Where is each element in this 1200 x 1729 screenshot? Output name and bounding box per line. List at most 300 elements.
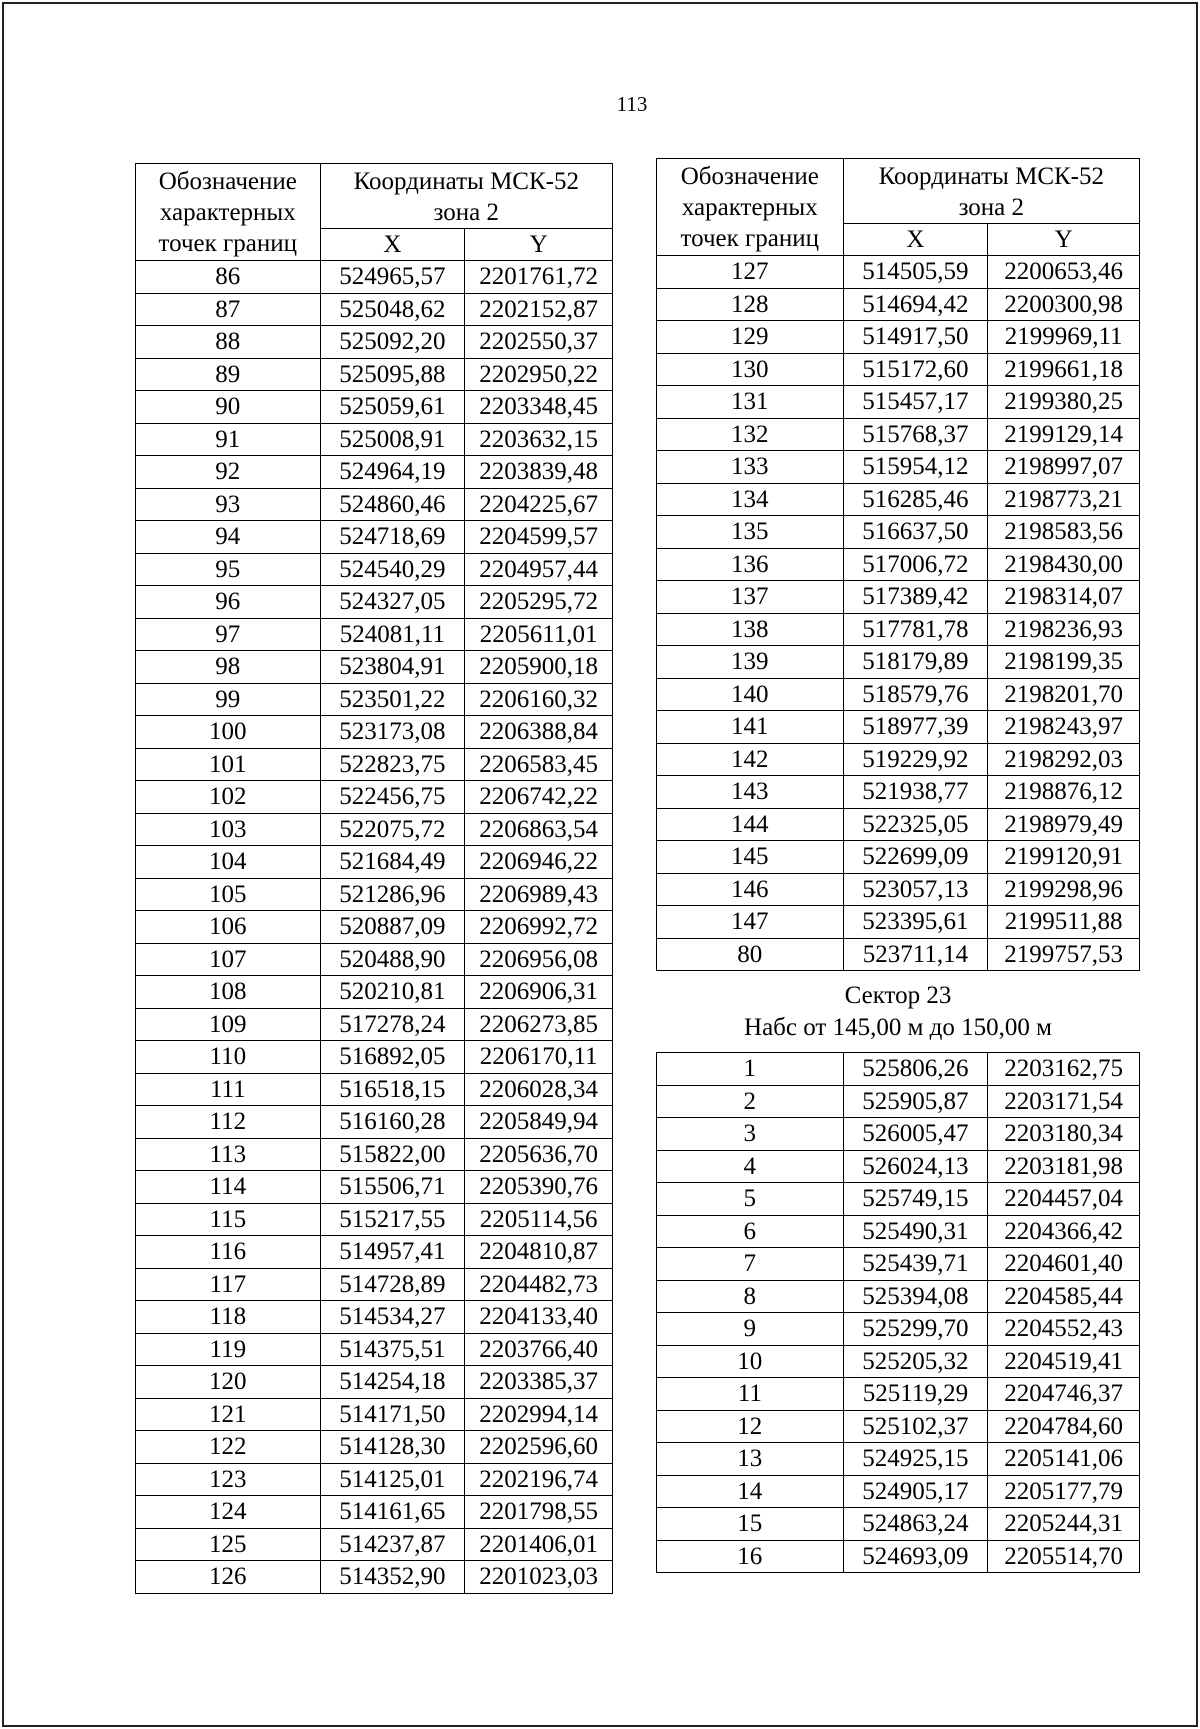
table-row: [136, 1138, 613, 1171]
x-coordinate-cell: 523804,91: [320, 651, 465, 684]
y-coordinate-cell: 2206989,43: [465, 878, 613, 911]
point-number-cell: 87: [136, 293, 321, 326]
y-coordinate-cell: 2199661,18: [988, 353, 1140, 386]
table-row: [136, 1431, 613, 1464]
x-coordinate-cell: 517389,42: [843, 581, 988, 614]
x-coordinate-cell: 525095,88: [320, 358, 465, 391]
y-coordinate-cell: 2203181,98: [988, 1150, 1140, 1183]
table-row: [136, 1561, 613, 1594]
x-coordinate-cell: 524964,19: [320, 456, 465, 489]
sector-subtitle: Набс от 145,00 м до 150,00 м: [744, 1013, 1052, 1041]
y-coordinate-cell: 2201023,03: [465, 1561, 613, 1594]
table-row: [657, 873, 1140, 906]
x-coordinate-cell: 523173,08: [320, 716, 465, 749]
y-column-header: Y: [988, 224, 1140, 256]
x-coordinate-cell: 524693,09: [843, 1540, 988, 1573]
y-coordinate-cell: 2204784,60: [988, 1410, 1140, 1443]
y-coordinate-cell: 2204519,41: [988, 1345, 1140, 1378]
table-row: [136, 1203, 613, 1236]
x-coordinate-cell: 514128,30: [320, 1431, 465, 1464]
point-number-cell: 130: [657, 353, 844, 386]
point-number-cell: 104: [136, 846, 321, 879]
point-number-cell: 96: [136, 586, 321, 619]
y-coordinate-cell: 2204133,40: [465, 1301, 613, 1334]
y-coordinate-cell: 2199511,88: [988, 906, 1140, 939]
point-number-cell: 88: [136, 326, 321, 359]
point-number-cell: 91: [136, 423, 321, 456]
y-coordinate-cell: 2204810,87: [465, 1236, 613, 1269]
point-number-cell: 11: [657, 1378, 844, 1411]
y-coordinate-cell: 2205900,18: [465, 651, 613, 684]
y-coordinate-cell: 2204585,44: [988, 1280, 1140, 1313]
table-row: [136, 1301, 613, 1334]
sector-table-body: [657, 1053, 1140, 1573]
table-row: [657, 288, 1140, 321]
point-number-cell: 9: [657, 1313, 844, 1346]
y-coordinate-cell: 2201761,72: [465, 261, 613, 294]
x-coordinate-cell: 525299,70: [843, 1313, 988, 1346]
x-coordinate-cell: 515768,37: [843, 418, 988, 451]
table-row: [657, 386, 1140, 419]
point-number-cell: 113: [136, 1138, 321, 1171]
x-coordinate-cell: 525394,08: [843, 1280, 988, 1313]
table-row: [657, 613, 1140, 646]
table-row: [657, 1183, 1140, 1216]
x-coordinate-cell: 514957,41: [320, 1236, 465, 1269]
point-number-cell: 146: [657, 873, 844, 906]
point-number-cell: 111: [136, 1073, 321, 1106]
point-number-cell: 129: [657, 321, 844, 354]
point-number-cell: 109: [136, 1008, 321, 1041]
point-number-cell: 116: [136, 1236, 321, 1269]
x-coordinate-cell: 515822,00: [320, 1138, 465, 1171]
sector-heading-row: [657, 971, 1140, 1053]
point-number-cell: 5: [657, 1183, 844, 1216]
table-row: [657, 1280, 1140, 1313]
x-coordinate-cell: 524540,29: [320, 553, 465, 586]
table-row: [657, 418, 1140, 451]
table-row: [657, 678, 1140, 711]
y-coordinate-cell: 2203839,48: [465, 456, 613, 489]
x-coordinate-cell: 514161,65: [320, 1496, 465, 1529]
table-row: [657, 841, 1140, 874]
x-coordinate-cell: 519229,92: [843, 743, 988, 776]
x-coordinate-cell: 514534,27: [320, 1301, 465, 1334]
y-coordinate-cell: 2205141,06: [988, 1443, 1140, 1476]
y-coordinate-cell: 2206160,32: [465, 683, 613, 716]
x-coordinate-cell: 525905,87: [843, 1085, 988, 1118]
x-coordinate-cell: 523395,61: [843, 906, 988, 939]
x-coordinate-cell: 525439,71: [843, 1248, 988, 1281]
y-coordinate-cell: 2205177,79: [988, 1475, 1140, 1508]
y-coordinate-cell: 2203385,37: [465, 1366, 613, 1399]
x-coordinate-cell: 515954,12: [843, 451, 988, 484]
point-number-cell: 135: [657, 516, 844, 549]
table-row: [136, 488, 613, 521]
table-row: [136, 846, 613, 879]
table-row: [657, 1248, 1140, 1281]
table-row: [136, 781, 613, 814]
y-coordinate-cell: 2206273,85: [465, 1008, 613, 1041]
table-row: [136, 553, 613, 586]
designation-line-2: характерных: [159, 199, 296, 226]
x-coordinate-cell: 516160,28: [320, 1106, 465, 1139]
y-coordinate-cell: 2206863,54: [465, 813, 613, 846]
x-coordinate-cell: 521286,96: [320, 878, 465, 911]
table-row: [136, 1106, 613, 1139]
x-coordinate-cell: 514254,18: [320, 1366, 465, 1399]
table-row: [136, 1073, 613, 1106]
x-coordinate-cell: 515217,55: [320, 1203, 465, 1236]
x-coordinate-cell: 525490,31: [843, 1215, 988, 1248]
table-row: [657, 1540, 1140, 1573]
left-table-body: [136, 261, 613, 1594]
y-coordinate-cell: 2205514,70: [988, 1540, 1140, 1573]
point-number-cell: 106: [136, 911, 321, 944]
y-coordinate-cell: 2205244,31: [988, 1508, 1140, 1541]
right-coordinates-table: [656, 158, 1140, 1573]
table-row: [657, 1118, 1140, 1151]
table-row: [657, 548, 1140, 581]
point-number-cell: 101: [136, 748, 321, 781]
x-coordinate-cell: 514125,01: [320, 1463, 465, 1496]
point-number-cell: 97: [136, 618, 321, 651]
table-row: [136, 1236, 613, 1269]
table-row: [657, 321, 1140, 354]
y-coordinate-cell: 2205295,72: [465, 586, 613, 619]
page-number: 113: [616, 92, 648, 116]
y-coordinate-cell: 2198201,70: [988, 678, 1140, 711]
point-number-cell: 15: [657, 1508, 844, 1541]
y-column-header: Y: [465, 229, 613, 261]
y-coordinate-cell: 2206956,08: [465, 943, 613, 976]
table-row: [657, 1150, 1140, 1183]
designation-header: [657, 159, 844, 256]
x-coordinate-cell: 518579,76: [843, 678, 988, 711]
x-coordinate-cell: 525205,32: [843, 1345, 988, 1378]
y-coordinate-cell: 2206388,84: [465, 716, 613, 749]
x-coordinate-cell: 526024,13: [843, 1150, 988, 1183]
y-coordinate-cell: 2198314,07: [988, 581, 1140, 614]
y-coordinate-cell: 2202196,74: [465, 1463, 613, 1496]
table-row: [136, 1171, 613, 1204]
x-coordinate-cell: 517006,72: [843, 548, 988, 581]
table-row: [136, 748, 613, 781]
x-coordinate-cell: 514375,51: [320, 1333, 465, 1366]
coordinates-header: [843, 159, 1139, 224]
y-coordinate-cell: 2205636,70: [465, 1138, 613, 1171]
table-row: [136, 456, 613, 489]
y-coordinate-cell: 2198199,35: [988, 646, 1140, 679]
x-coordinate-cell: 515172,60: [843, 353, 988, 386]
point-number-cell: 136: [657, 548, 844, 581]
y-coordinate-cell: 2198292,03: [988, 743, 1140, 776]
y-coordinate-cell: 2203171,54: [988, 1085, 1140, 1118]
table-row: [136, 1528, 613, 1561]
y-coordinate-cell: 2205849,94: [465, 1106, 613, 1139]
table-row: [136, 943, 613, 976]
x-coordinate-cell: 518179,89: [843, 646, 988, 679]
table-row: [136, 651, 613, 684]
table-row: [657, 1410, 1140, 1443]
y-coordinate-cell: 2201798,55: [465, 1496, 613, 1529]
right-table-body: [657, 256, 1140, 971]
point-number-cell: 131: [657, 386, 844, 419]
designation-line-3: точек границ: [158, 230, 298, 257]
table-row: [136, 683, 613, 716]
table-row: [657, 256, 1140, 289]
table-row: [657, 451, 1140, 484]
table-row: [136, 391, 613, 424]
x-coordinate-cell: 525008,91: [320, 423, 465, 456]
y-coordinate-cell: 2198236,93: [988, 613, 1140, 646]
table-row: [657, 938, 1140, 971]
y-coordinate-cell: 2203348,45: [465, 391, 613, 424]
point-number-cell: 134: [657, 483, 844, 516]
x-coordinate-cell: 524863,24: [843, 1508, 988, 1541]
sector-title: Сектор 23: [844, 981, 952, 1009]
y-coordinate-cell: 2205390,76: [465, 1171, 613, 1204]
table-row: [136, 586, 613, 619]
y-coordinate-cell: 2199120,91: [988, 841, 1140, 874]
table-row: [657, 646, 1140, 679]
point-number-cell: 114: [136, 1171, 321, 1204]
table-row: [136, 326, 613, 359]
x-coordinate-cell: 520488,90: [320, 943, 465, 976]
y-coordinate-cell: 2202596,60: [465, 1431, 613, 1464]
point-number-cell: 107: [136, 943, 321, 976]
y-coordinate-cell: 2202950,22: [465, 358, 613, 391]
x-coordinate-cell: 514171,50: [320, 1398, 465, 1431]
table-row: [136, 1333, 613, 1366]
table-row: [136, 618, 613, 651]
x-coordinate-cell: 524327,05: [320, 586, 465, 619]
x-coordinate-cell: 521684,49: [320, 846, 465, 879]
left-coordinates-table: [135, 163, 613, 1594]
point-number-cell: 145: [657, 841, 844, 874]
designation-line-1: Обозначение: [680, 163, 819, 190]
table-row: [136, 261, 613, 294]
x-coordinate-cell: 522699,09: [843, 841, 988, 874]
point-number-cell: 12: [657, 1410, 844, 1443]
point-number-cell: 140: [657, 678, 844, 711]
y-coordinate-cell: 2203162,75: [988, 1053, 1140, 1086]
x-coordinate-cell: 523501,22: [320, 683, 465, 716]
y-coordinate-cell: 2199380,25: [988, 386, 1140, 419]
point-number-cell: 6: [657, 1215, 844, 1248]
table-row: [657, 1508, 1140, 1541]
point-number-cell: 121: [136, 1398, 321, 1431]
point-number-cell: 142: [657, 743, 844, 776]
table-row: [136, 521, 613, 554]
designation-line-3: точек границ: [680, 225, 820, 252]
table-row: [657, 1085, 1140, 1118]
x-coordinate-cell: 525749,15: [843, 1183, 988, 1216]
point-number-cell: 1: [657, 1053, 844, 1086]
y-coordinate-cell: 2206946,22: [465, 846, 613, 879]
y-coordinate-cell: 2199298,96: [988, 873, 1140, 906]
point-number-cell: 123: [136, 1463, 321, 1496]
y-coordinate-cell: 2200300,98: [988, 288, 1140, 321]
y-coordinate-cell: 2198583,56: [988, 516, 1140, 549]
table-row: [136, 1041, 613, 1074]
table-row: [657, 516, 1140, 549]
point-number-cell: 3: [657, 1118, 844, 1151]
x-coordinate-cell: 525059,61: [320, 391, 465, 424]
x-coordinate-cell: 523711,14: [843, 938, 988, 971]
y-coordinate-cell: 2199969,11: [988, 321, 1140, 354]
point-number-cell: 102: [136, 781, 321, 814]
designation-line-1: Обозначение: [158, 168, 297, 195]
point-number-cell: 100: [136, 716, 321, 749]
x-coordinate-cell: 522823,75: [320, 748, 465, 781]
y-coordinate-cell: 2202550,37: [465, 326, 613, 359]
point-number-cell: 94: [136, 521, 321, 554]
x-coordinate-cell: 520210,81: [320, 976, 465, 1009]
point-number-cell: 133: [657, 451, 844, 484]
sector-heading: [657, 971, 1140, 1053]
x-coordinate-cell: 516892,05: [320, 1041, 465, 1074]
point-number-cell: 80: [657, 938, 844, 971]
point-number-cell: 120: [136, 1366, 321, 1399]
point-number-cell: 137: [657, 581, 844, 614]
point-number-cell: 105: [136, 878, 321, 911]
table-row: [657, 1443, 1140, 1476]
table-row: [657, 906, 1140, 939]
x-coordinate-cell: 521938,77: [843, 776, 988, 809]
y-coordinate-cell: 2198430,00: [988, 548, 1140, 581]
x-coordinate-cell: 524081,11: [320, 618, 465, 651]
y-coordinate-cell: 2205114,56: [465, 1203, 613, 1236]
point-number-cell: 16: [657, 1540, 844, 1573]
table-row: [136, 1496, 613, 1529]
x-coordinate-cell: 514352,90: [320, 1561, 465, 1594]
table-row: [136, 358, 613, 391]
y-coordinate-cell: 2203632,15: [465, 423, 613, 456]
table-row: [657, 1053, 1140, 1086]
point-number-cell: 98: [136, 651, 321, 684]
y-coordinate-cell: 2206028,34: [465, 1073, 613, 1106]
table-row: [136, 1008, 613, 1041]
point-number-cell: 86: [136, 261, 321, 294]
x-column-header: X: [320, 229, 465, 261]
x-coordinate-cell: 520887,09: [320, 911, 465, 944]
x-coordinate-cell: 524718,69: [320, 521, 465, 554]
x-coordinate-cell: 524860,46: [320, 488, 465, 521]
y-coordinate-cell: 2204957,44: [465, 553, 613, 586]
table-row: [136, 813, 613, 846]
point-number-cell: 127: [657, 256, 844, 289]
table-row: [136, 976, 613, 1009]
point-number-cell: 10: [657, 1345, 844, 1378]
y-coordinate-cell: 2206906,31: [465, 976, 613, 1009]
point-number-cell: 139: [657, 646, 844, 679]
x-coordinate-cell: 524965,57: [320, 261, 465, 294]
table-row: [136, 1366, 613, 1399]
coords-title-line-2: зона 2: [958, 194, 1025, 221]
y-coordinate-cell: 2201406,01: [465, 1528, 613, 1561]
y-coordinate-cell: 2205611,01: [465, 618, 613, 651]
table-row: [657, 581, 1140, 614]
x-coordinate-cell: 517278,24: [320, 1008, 465, 1041]
x-coordinate-cell: 524925,15: [843, 1443, 988, 1476]
y-coordinate-cell: 2198243,97: [988, 711, 1140, 744]
y-coordinate-cell: 2206170,11: [465, 1041, 613, 1074]
point-number-cell: 95: [136, 553, 321, 586]
point-number-cell: 117: [136, 1268, 321, 1301]
x-coordinate-cell: 516285,46: [843, 483, 988, 516]
x-column-header: X: [843, 224, 988, 256]
x-coordinate-cell: 515457,17: [843, 386, 988, 419]
x-coordinate-cell: 525806,26: [843, 1053, 988, 1086]
y-coordinate-cell: 2204599,57: [465, 521, 613, 554]
x-coordinate-cell: 517781,78: [843, 613, 988, 646]
table-row: [136, 293, 613, 326]
point-number-cell: 118: [136, 1301, 321, 1334]
x-coordinate-cell: 525048,62: [320, 293, 465, 326]
point-number-cell: 138: [657, 613, 844, 646]
y-coordinate-cell: 2204482,73: [465, 1268, 613, 1301]
x-coordinate-cell: 514505,59: [843, 256, 988, 289]
point-number-cell: 126: [136, 1561, 321, 1594]
x-coordinate-cell: 525119,29: [843, 1378, 988, 1411]
point-number-cell: 2: [657, 1085, 844, 1118]
point-number-cell: 115: [136, 1203, 321, 1236]
point-number-cell: 99: [136, 683, 321, 716]
table-row: [136, 911, 613, 944]
y-coordinate-cell: 2204457,04: [988, 1183, 1140, 1216]
point-number-cell: 108: [136, 976, 321, 1009]
point-number-cell: 4: [657, 1150, 844, 1183]
point-number-cell: 144: [657, 808, 844, 841]
x-coordinate-cell: 526005,47: [843, 1118, 988, 1151]
y-coordinate-cell: 2199757,53: [988, 938, 1140, 971]
designation-line-2: характерных: [681, 194, 818, 221]
table-row: [136, 1463, 613, 1496]
table-row: [657, 1313, 1140, 1346]
point-number-cell: 110: [136, 1041, 321, 1074]
x-coordinate-cell: 516637,50: [843, 516, 988, 549]
point-number-cell: 132: [657, 418, 844, 451]
y-coordinate-cell: 2198876,12: [988, 776, 1140, 809]
point-number-cell: 128: [657, 288, 844, 321]
designation-header: [136, 164, 321, 261]
point-number-cell: 89: [136, 358, 321, 391]
x-coordinate-cell: 522325,05: [843, 808, 988, 841]
x-coordinate-cell: 516518,15: [320, 1073, 465, 1106]
table-row: [657, 776, 1140, 809]
x-coordinate-cell: 518977,39: [843, 711, 988, 744]
point-number-cell: 90: [136, 391, 321, 424]
x-coordinate-cell: 524905,17: [843, 1475, 988, 1508]
point-number-cell: 7: [657, 1248, 844, 1281]
table-row: [136, 1398, 613, 1431]
table-row: [657, 1345, 1140, 1378]
table-row: [657, 1215, 1140, 1248]
y-coordinate-cell: 2204225,67: [465, 488, 613, 521]
point-number-cell: 122: [136, 1431, 321, 1464]
y-coordinate-cell: 2204746,37: [988, 1378, 1140, 1411]
x-coordinate-cell: 515506,71: [320, 1171, 465, 1204]
table-row: [136, 716, 613, 749]
coords-title-line-1: Координаты МСК-52: [353, 168, 579, 195]
x-coordinate-cell: 523057,13: [843, 873, 988, 906]
table-row: [657, 1475, 1140, 1508]
coords-title-line-2: зона 2: [433, 199, 500, 226]
point-number-cell: 13: [657, 1443, 844, 1476]
x-coordinate-cell: 525102,37: [843, 1410, 988, 1443]
y-coordinate-cell: 2202152,87: [465, 293, 613, 326]
